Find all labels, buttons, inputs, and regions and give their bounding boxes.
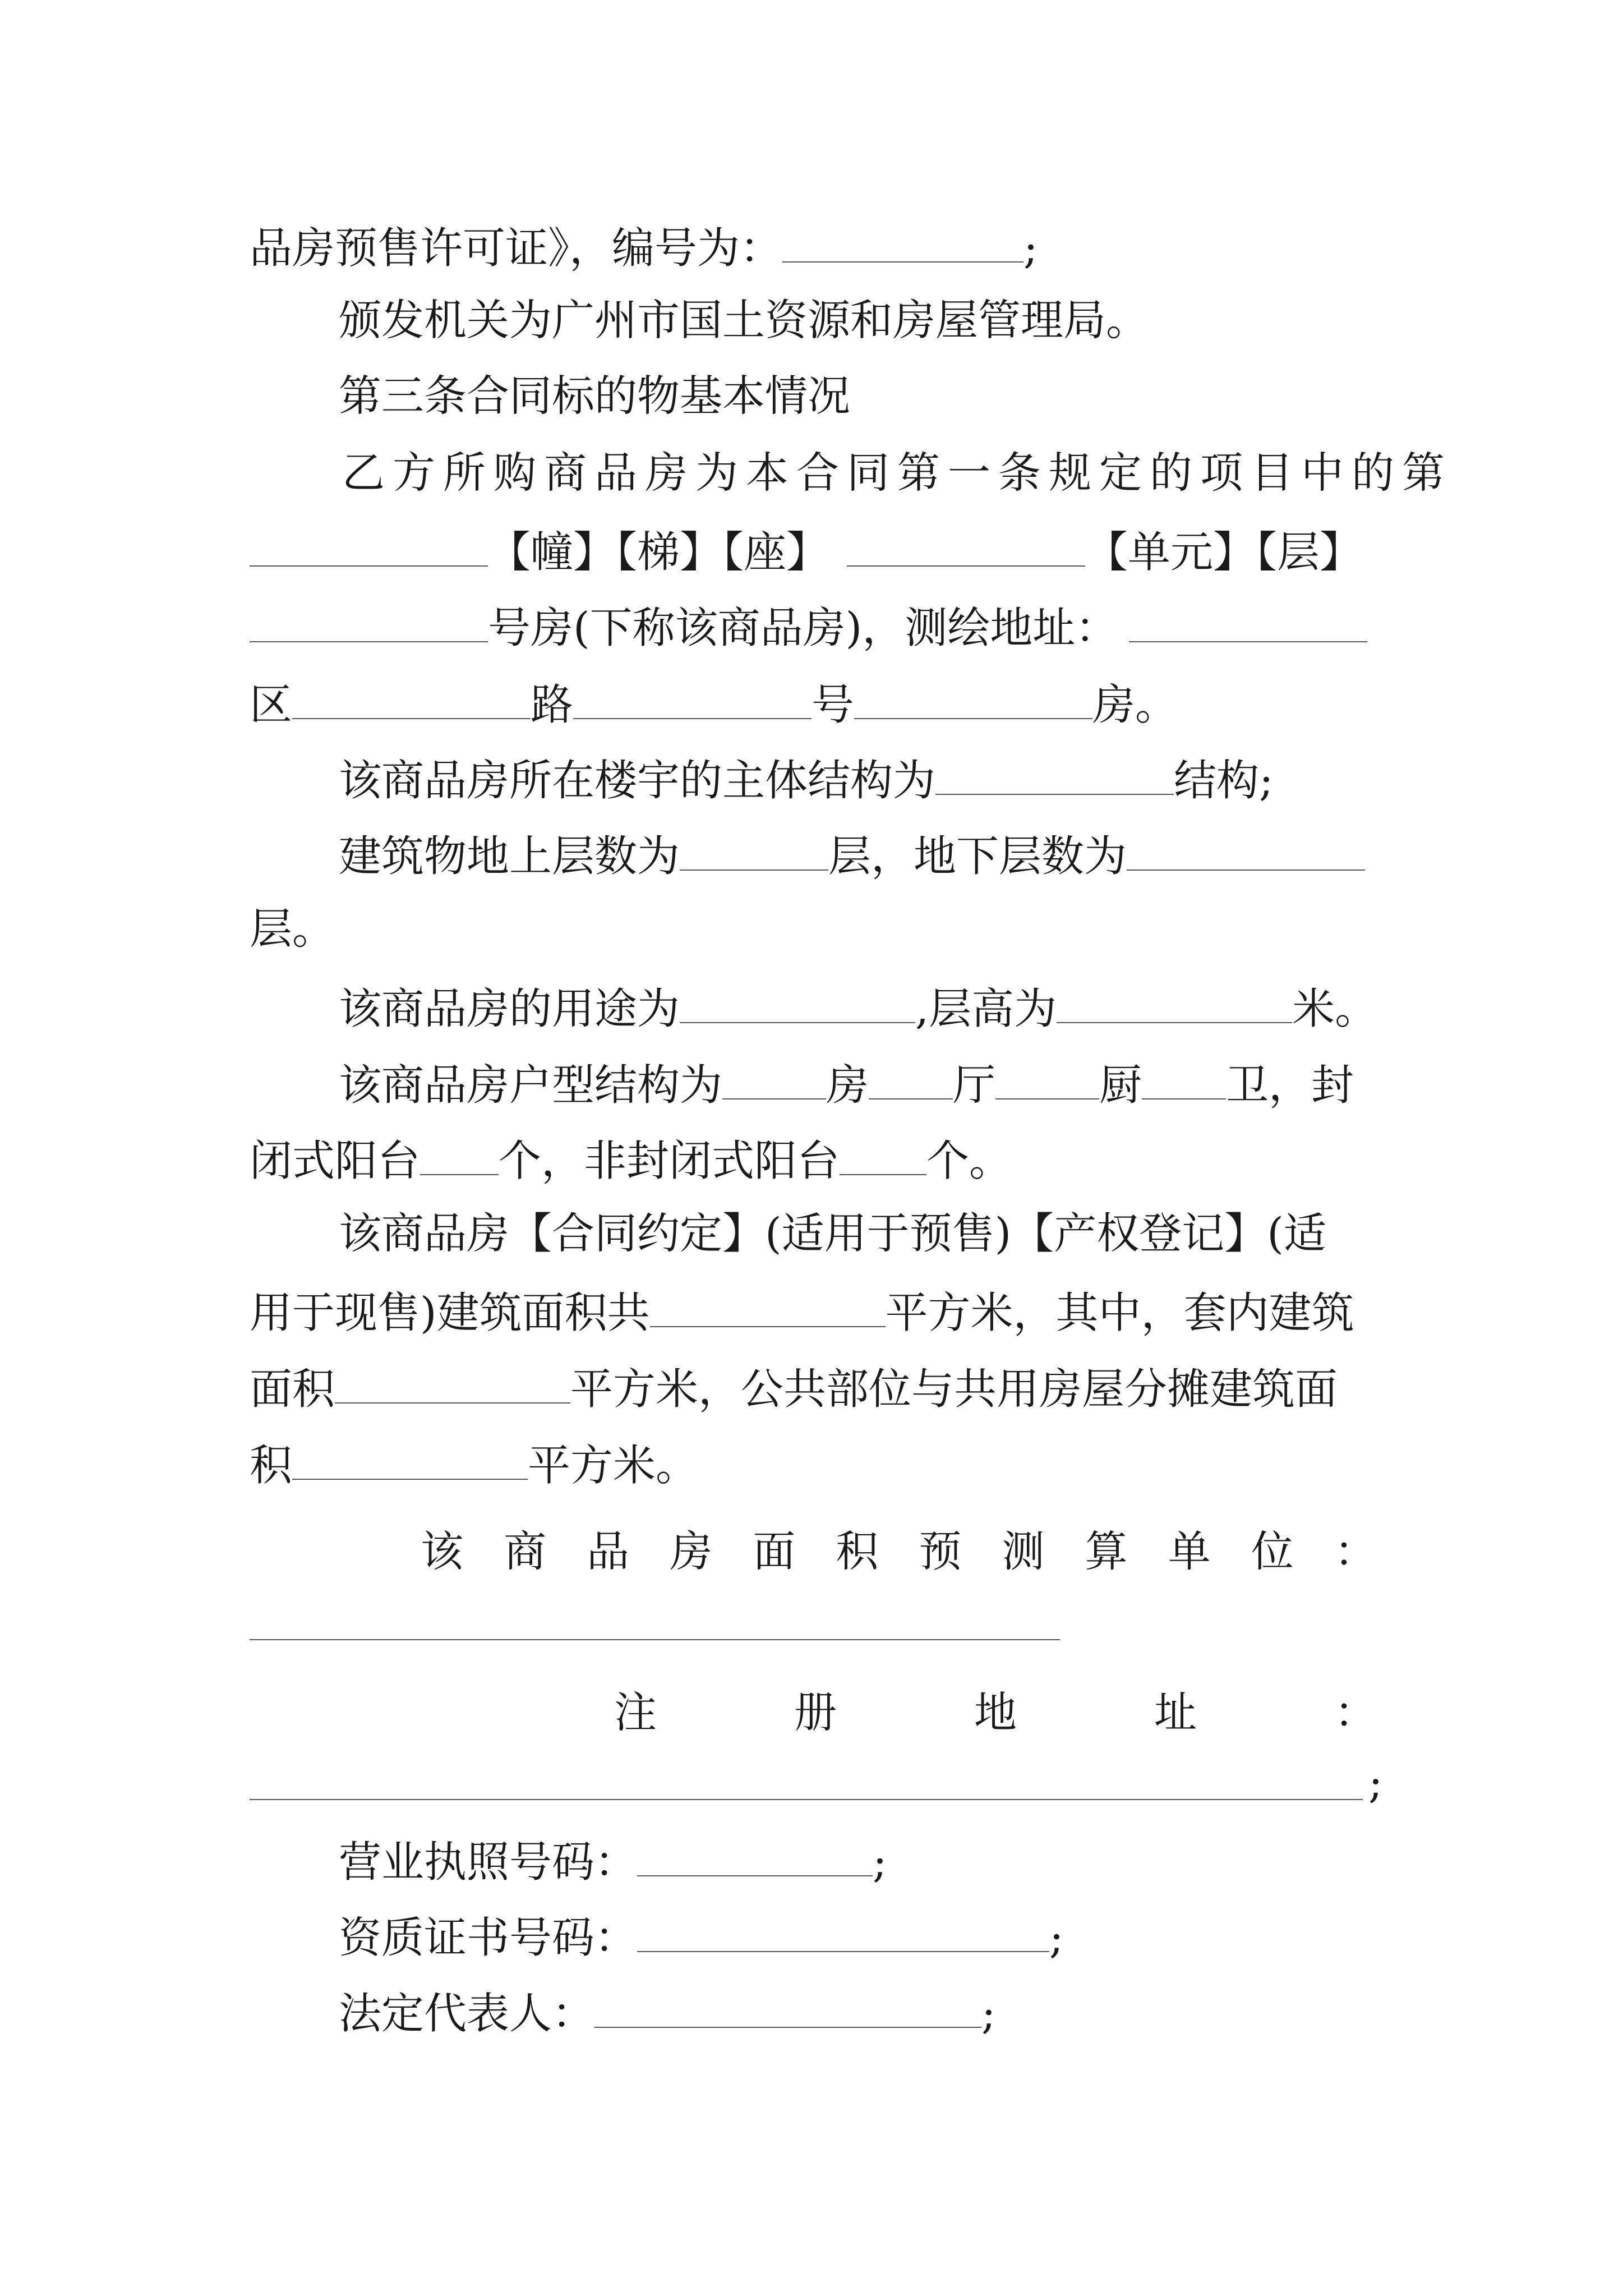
text: 品房预售许可证》，编号为：: [250, 223, 782, 273]
blank-field[interactable]: [854, 680, 1092, 719]
text: 层。: [250, 904, 335, 954]
blank-field[interactable]: [250, 1799, 1363, 1800]
blank-field[interactable]: [1129, 603, 1367, 642]
text: ;: [1049, 1912, 1064, 1963]
text: 建筑物地上层数为: [339, 831, 680, 881]
blank-field[interactable]: [292, 1441, 528, 1480]
text: ,层高为: [915, 983, 1057, 1034]
text: 号房(下称该商品房)，测绘地址：: [488, 602, 1118, 653]
text-line: [339, 1208, 1326, 1258]
text: 第三条合同标的物基本情况: [339, 371, 850, 421]
text: 积: [250, 1440, 292, 1490]
char: 地: [974, 1687, 1017, 1737]
text: 房。: [1092, 679, 1178, 730]
char: ：: [1334, 1687, 1377, 1737]
blank-field[interactable]: [292, 680, 531, 719]
text-line: [1368, 1757, 1383, 1807]
text-line: [250, 904, 335, 954]
blank-field[interactable]: [335, 1364, 570, 1404]
text: 厨: [1099, 1060, 1142, 1110]
blank-field[interactable]: [637, 1837, 873, 1876]
text: 该商品房所在楼宇的主体结构为: [339, 755, 935, 806]
text: ;: [981, 1988, 996, 2039]
text-line: [339, 1988, 996, 2039]
text: 【单元】【层】: [1085, 527, 1362, 577]
blank-field[interactable]: [782, 223, 1023, 263]
text: 米。: [1292, 983, 1378, 1034]
text: 乙方所购商品房为本合同第一条规定的项目中的第: [342, 448, 1453, 498]
text: 厅: [953, 1060, 995, 1110]
char: 商: [504, 1526, 547, 1576]
blank-field[interactable]: [420, 1136, 499, 1175]
blank-field[interactable]: [869, 1060, 953, 1099]
text-line: [250, 1287, 1354, 1338]
text: 该商品房户型结构为: [339, 1060, 722, 1110]
char: ：: [1334, 1526, 1377, 1576]
text: ;: [1023, 223, 1038, 273]
text: 该商品房的用途为: [339, 983, 680, 1034]
char: 单: [1168, 1526, 1211, 1576]
char: 测: [1002, 1526, 1045, 1576]
char: 房: [670, 1526, 713, 1576]
text-line: [339, 755, 1274, 806]
text-line: [339, 1912, 1064, 1963]
text-line: [339, 983, 1378, 1034]
char: 面: [753, 1526, 796, 1576]
text-line: [339, 831, 1365, 881]
blank-field[interactable]: [840, 1136, 926, 1175]
text: 卫，封: [1226, 1060, 1354, 1110]
text-line: [339, 1837, 887, 1887]
text: 用于现售)建筑面积共: [250, 1287, 650, 1338]
text: 颁发机关为广州市国土资源和房屋管理局。: [339, 295, 1149, 345]
text: 资质证书号码：: [339, 1912, 637, 1963]
blank-field[interactable]: [1057, 984, 1292, 1023]
blank-field[interactable]: [650, 1288, 886, 1327]
char: 位: [1251, 1526, 1294, 1576]
text-line: [339, 295, 1149, 345]
blank-field[interactable]: [250, 527, 488, 567]
blank-field[interactable]: [680, 984, 915, 1023]
text-line: [342, 448, 1453, 498]
blank-field[interactable]: [250, 1639, 1060, 1640]
area-survey-unit-label: [421, 1517, 1377, 1579]
blank-field[interactable]: [847, 527, 1085, 567]
text: 路: [531, 679, 573, 730]
text: 法定代表人：: [339, 1988, 594, 2039]
char: 积: [836, 1526, 879, 1576]
char: 预: [919, 1526, 962, 1576]
blank-field[interactable]: [1142, 1060, 1226, 1099]
text: ;: [873, 1837, 887, 1887]
registered-address-label: [614, 1678, 1377, 1740]
blank-field[interactable]: [1127, 831, 1365, 871]
text-line: [250, 679, 1178, 730]
text: 区: [250, 679, 292, 730]
section-heading: [339, 371, 850, 421]
text-line: [250, 223, 1038, 273]
char: 该: [421, 1526, 463, 1576]
text: 闭式阳台: [250, 1135, 420, 1186]
blank-field[interactable]: [722, 1060, 826, 1099]
blank-field[interactable]: [680, 831, 828, 871]
text: 层，地下层数为: [828, 831, 1127, 881]
char: 址: [1154, 1687, 1197, 1737]
text: 结构;: [1174, 755, 1274, 806]
text: 平方米。: [528, 1440, 698, 1490]
char: 册: [794, 1687, 837, 1737]
text: 个。: [926, 1135, 1012, 1186]
text: 号: [811, 679, 854, 730]
text-line: [339, 1060, 1354, 1110]
text: 房: [826, 1060, 869, 1110]
text: ;: [1368, 1757, 1383, 1807]
blank-field[interactable]: [250, 603, 488, 642]
blank-field[interactable]: [637, 1913, 1049, 1952]
text: 平方米，公共部位与共用房屋分摊建筑面: [570, 1364, 1338, 1414]
text: 【幢】【梯】【座】: [488, 527, 829, 577]
text-line: [250, 602, 1367, 653]
text: 个，非封闭式阳台: [499, 1135, 840, 1186]
char: 注: [614, 1687, 657, 1737]
text: 平方米，其中，套内建筑: [885, 1287, 1354, 1338]
text-line: [250, 527, 1362, 577]
blank-field[interactable]: [573, 680, 811, 719]
text-line: [250, 1440, 698, 1490]
text-line: [250, 1135, 1012, 1186]
text-line: [250, 1364, 1338, 1414]
blank-field[interactable]: [594, 1989, 981, 2028]
char: 算: [1085, 1526, 1128, 1576]
blank-field[interactable]: [995, 1060, 1099, 1099]
char: 品: [587, 1526, 630, 1576]
text: 营业执照号码：: [339, 1837, 637, 1887]
text: 该商品房【合同约定】(适用于预售)【产权登记】(适: [339, 1208, 1326, 1258]
text: 面积: [250, 1364, 335, 1414]
blank-field[interactable]: [935, 756, 1174, 795]
